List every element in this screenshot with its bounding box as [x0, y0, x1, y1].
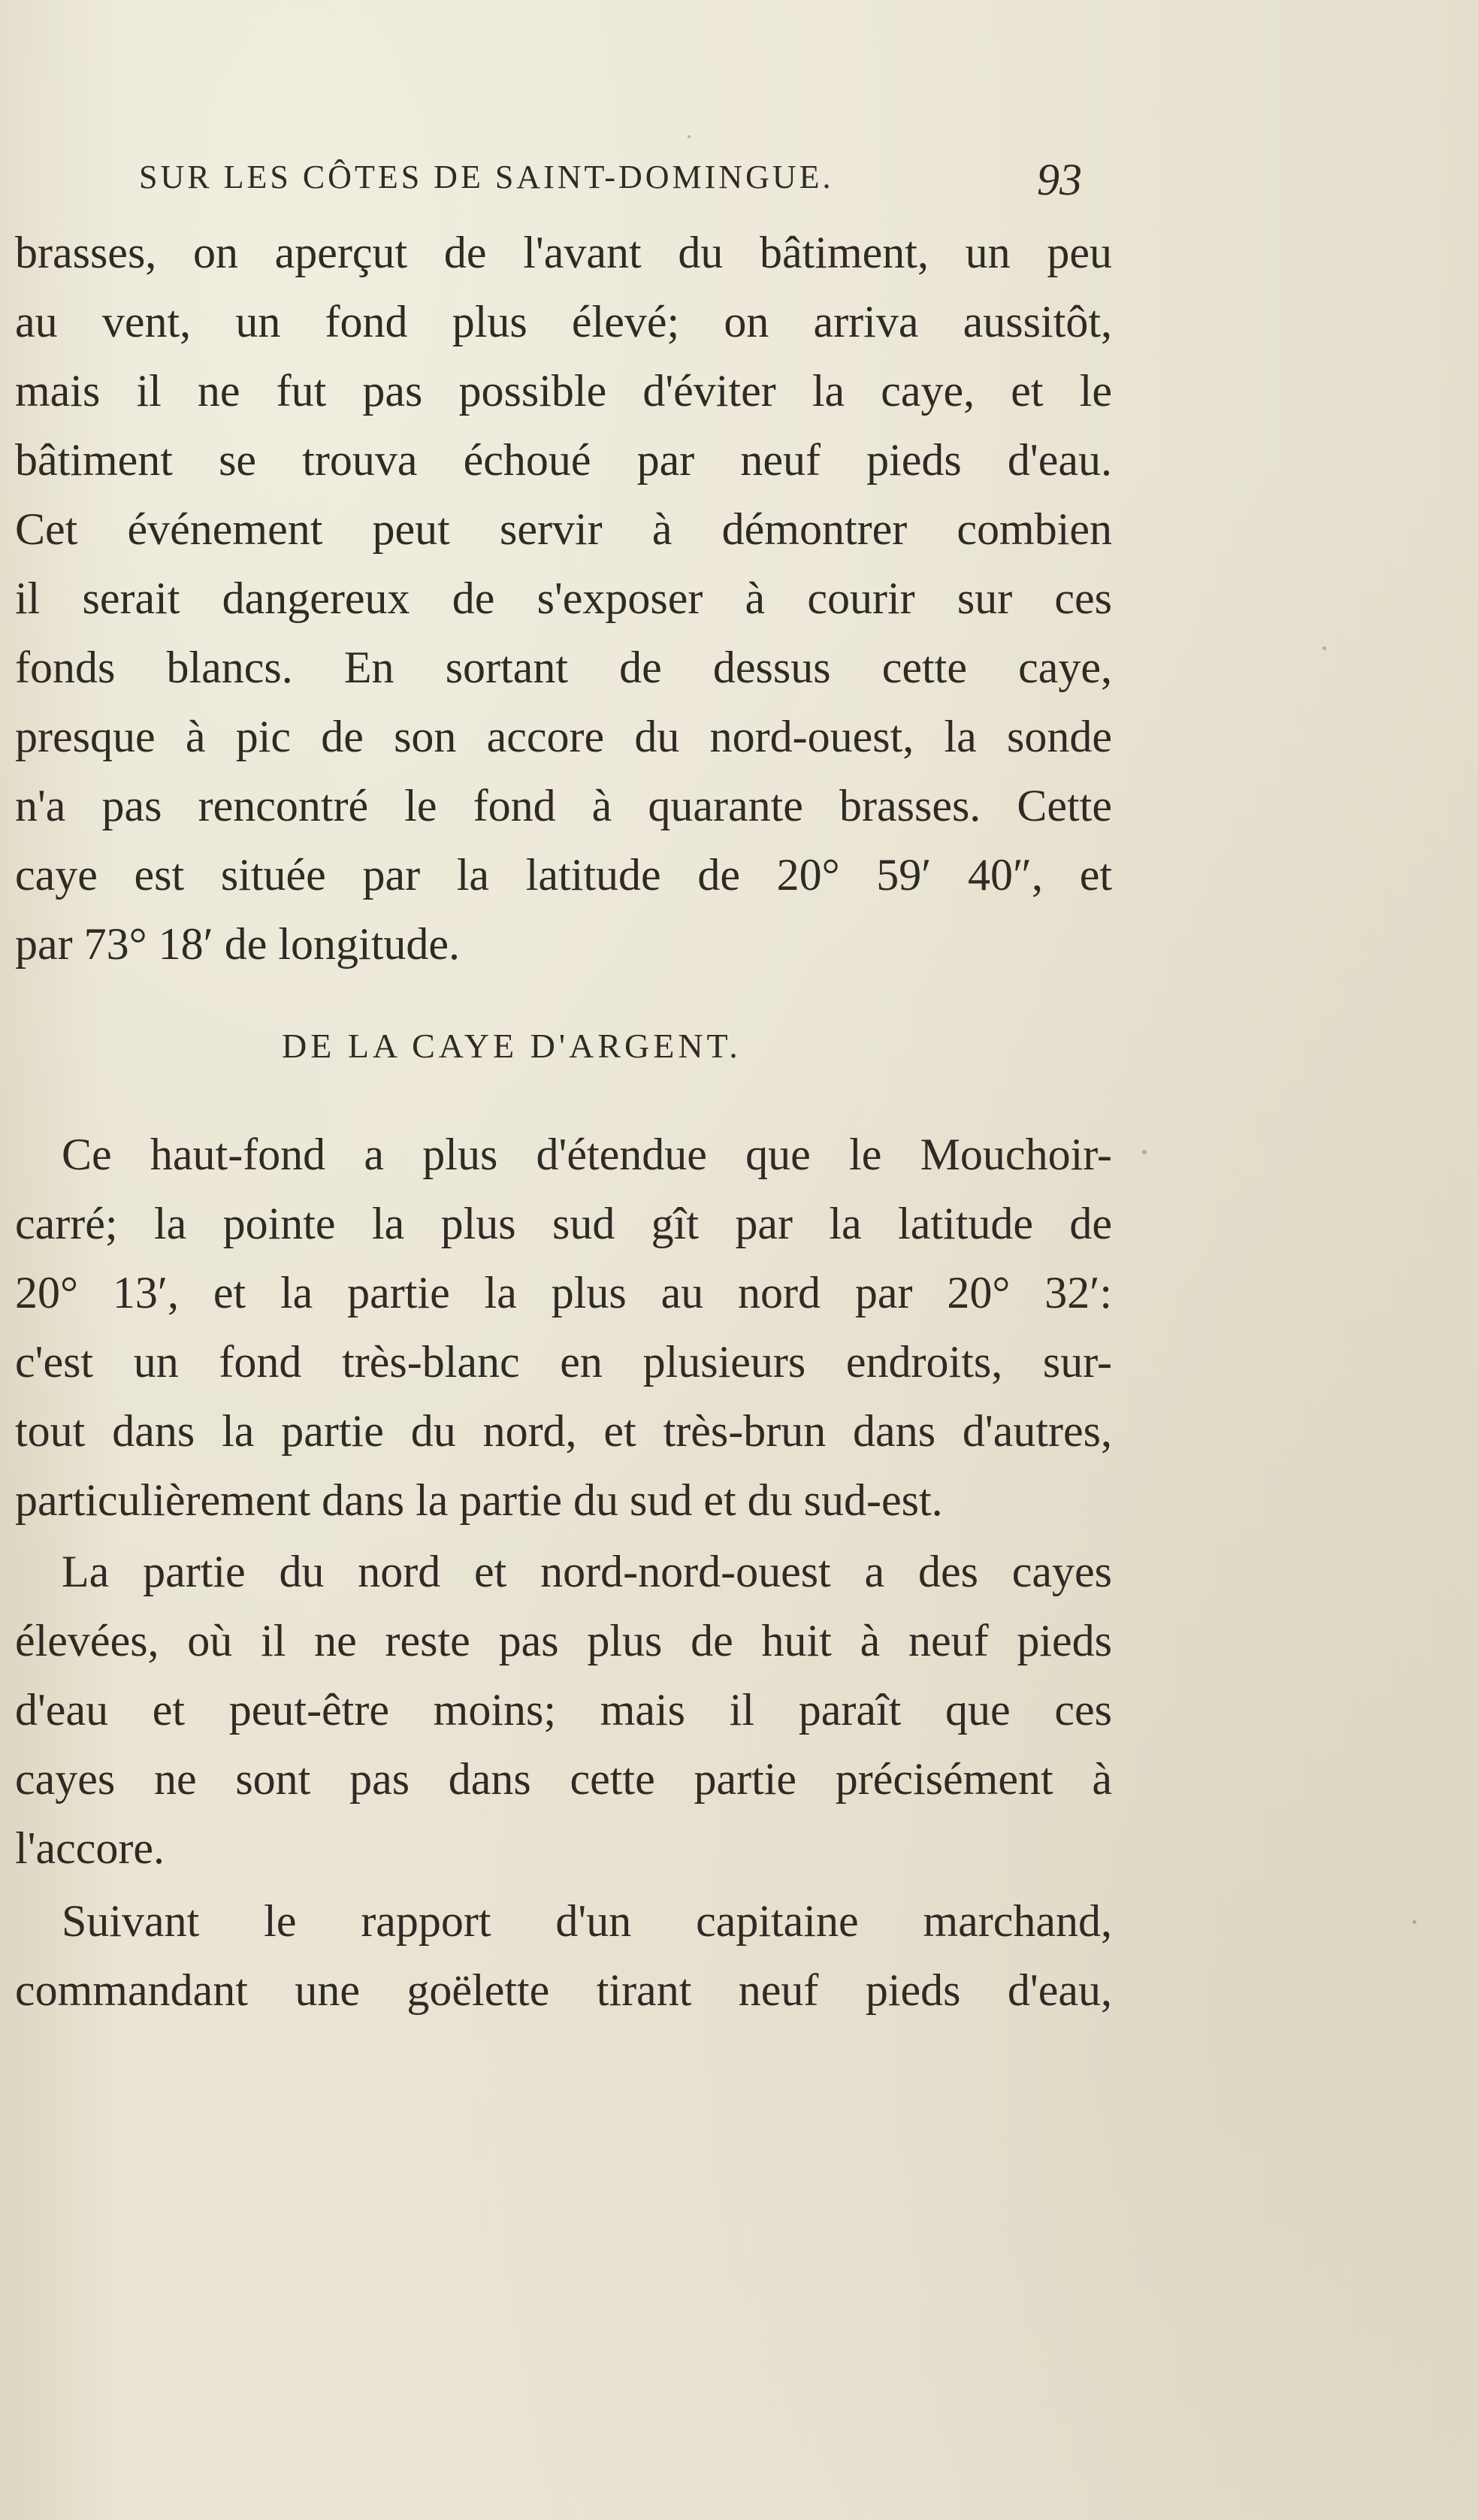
text-line: fonds blancs. En sortant de dessus cette caye, [15, 643, 1112, 692]
paragraph-caye-argent [15, 1120, 1112, 1535]
paragraph-nord [15, 1537, 1112, 1883]
text-line: par 73° 18′ de longitude. [15, 919, 461, 969]
text-line: l'accore. [15, 1823, 165, 1873]
text-line: Ce haut-fond a plus d'étendue que le Mouchoir- [62, 1130, 1112, 1179]
text-line: La partie du nord et nord-nord-ouest a des cayes [62, 1547, 1112, 1596]
text-line: bâtiment se trouva échoué par neuf pieds d'eau. [15, 435, 1112, 485]
paragraph-continued [15, 218, 1112, 979]
text-line: carré; la pointe la plus sud gît par la latitude de [15, 1199, 1112, 1248]
text-line: n'a pas rencontré le fond à quarante brasses. Cette [15, 781, 1112, 830]
paper-speck [1413, 1920, 1416, 1924]
text-line: caye est située par la latitude de 20° 59′ 40″, et [15, 850, 1112, 900]
text-line: particulièrement dans la partie du sud et du sud-est. [15, 1475, 943, 1525]
section-heading: DE LA CAYE D'ARGENT. [282, 1027, 742, 1065]
text-line: au vent, un fond plus élevé; on arriva aussitôt, [15, 297, 1112, 346]
text-line: il serait dangereux de s'exposer à courir sur ces [15, 573, 1112, 623]
text-line: presque à pic de son accore du nord-ouest, la sonde [15, 712, 1112, 761]
text-line: Cet événement peut servir à démontrer combien [15, 504, 1112, 554]
text-line: cayes ne sont pas dans cette partie précisément à [15, 1754, 1112, 1804]
page-number: 93 [1037, 155, 1082, 204]
text-line: c'est un fond très-blanc en plusieurs endroits, sur- [15, 1337, 1112, 1387]
text-line: Suivant le rapport d'un capitaine marchand, [62, 1896, 1112, 1946]
text-line: d'eau et peut-être moins; mais il paraît que ces [15, 1685, 1112, 1735]
text-line: mais il ne fut pas possible d'éviter la caye, et le [15, 366, 1112, 416]
text-line: brasses, on aperçut de l'avant du bâtiment, un peu [15, 228, 1112, 277]
text-line: tout dans la partie du nord, et très-brun dans d'autres, [15, 1406, 1112, 1456]
text-line: commandant une goëlette tirant neuf pieds d'eau, [15, 1965, 1112, 2015]
running-head: SUR LES CÔTES DE SAINT-DOMINGUE. [139, 159, 834, 195]
paragraph-rapport [15, 1886, 1112, 2025]
paper-speck [688, 135, 691, 138]
paper-speck [1142, 1150, 1147, 1154]
text-line: 20° 13′, et la partie la plus au nord par 20° 32′: [15, 1268, 1112, 1317]
text-line: élevées, où il ne reste pas plus de huit à neuf pieds [15, 1616, 1112, 1665]
paper-speck [1322, 646, 1326, 650]
